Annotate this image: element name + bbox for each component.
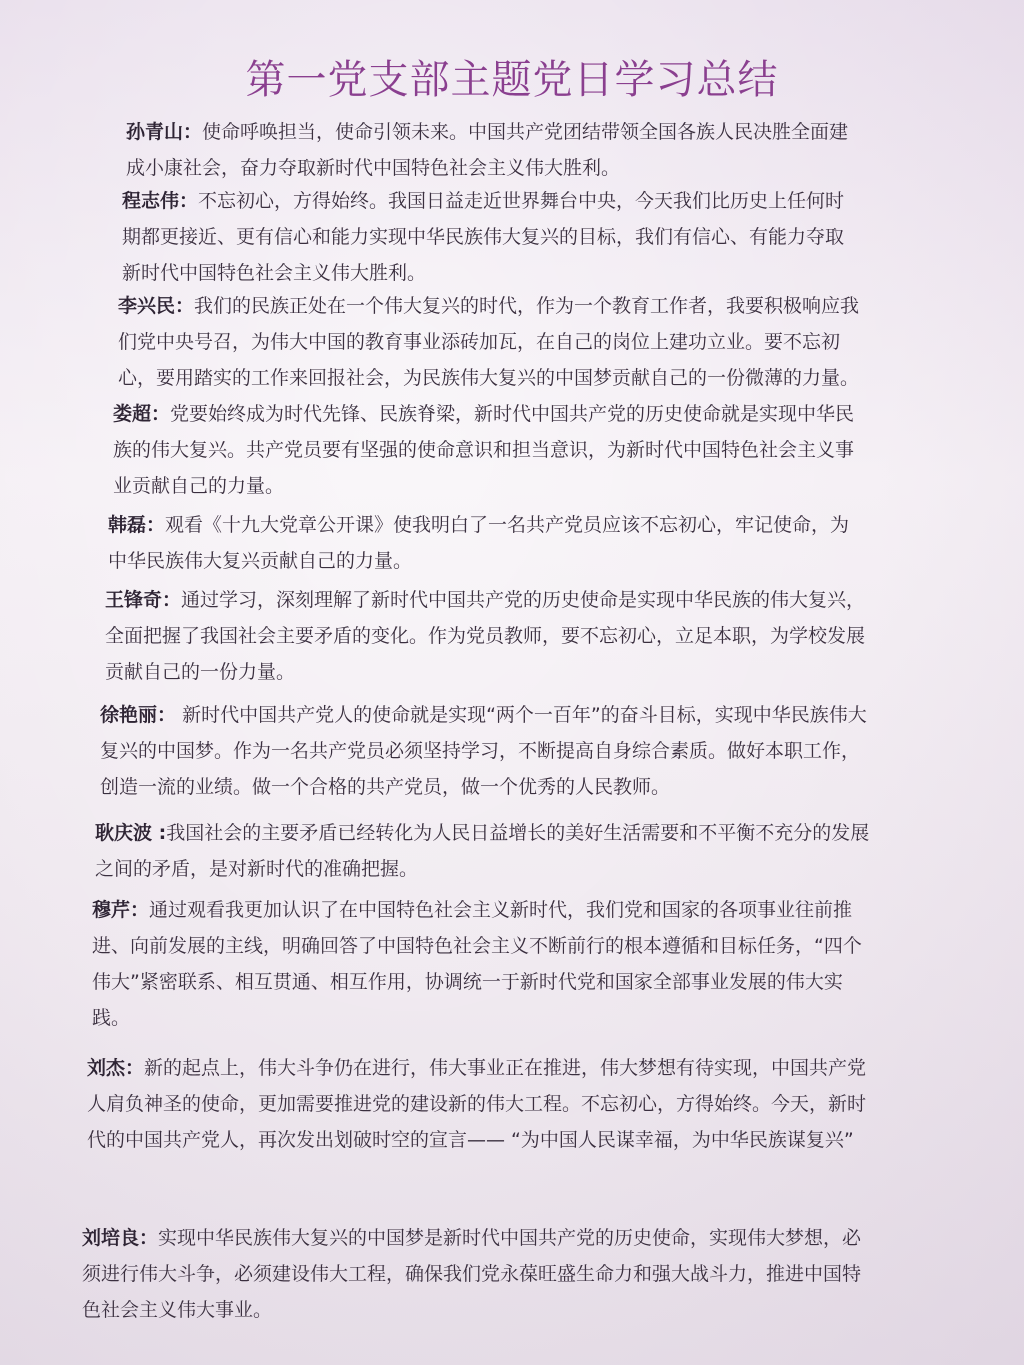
- entry-text: 新的起点上，伟大斗争仍在进行，伟大事业正在推进，伟大梦想有待实现，中国共产党人肩负神圣的使命，更加需要推进党的建设新的伟大工程。不忘初心，方得始终。今天，新时代的中国共产党人，再次发出划破时空的宣言—— “为中国人民谋幸福，为中华民族谋复兴”: [87, 1057, 867, 1151]
- entry-separator: ：: [162, 589, 182, 611]
- entry-separator: ：: [179, 190, 199, 212]
- entry-text: 我们的民族正处在一个伟大复兴的时代，作为一个教育工作者，我要积极响应我们党中央号召，为伟大中国的教育事业添砖加瓦，在自己的岗位上建功立业。要不忘初心，要用踏实的工作来回报社会，为民族伟大复兴的中国梦贡献自己的一份微薄的力量。: [118, 295, 860, 389]
- entry-text: 观看《十九大党章公开课》使我明白了一名共产党员应该不忘初心，牢记使命，为中华民族伟大复兴贡献自己的力量。: [108, 514, 850, 572]
- entry-text: 党要始终成为时代先锋、民族脊梁，新时代中国共产党的历史使命就是实现中华民族的伟大复兴。共产党员要有坚强的使命意识和担当意识，为新时代中国特色社会主义事业贡献自己的力量。: [113, 403, 855, 497]
- entry-text: 新时代中国共产党人的使命就是实现“两个一百年”的奋斗目标，实现中华民族伟大复兴的中国梦。作为一名共产党员必须坚持学习，不断提高自身综合素质。做好本职工作，创造一流的业绩。做一个合格的共产党员，做一个优秀的人民教师。: [100, 704, 867, 798]
- entry-text: 使命呼唤担当，使命引领未来。中国共产党团结带领全国各族人民决胜全面建成小康社会，奋力夺取新时代中国特色社会主义伟大胜利。: [126, 121, 849, 179]
- entry-wang-fengqi: [105, 582, 867, 690]
- entry-geng-qingbo: [95, 815, 870, 887]
- entry-liu-peiliang: [82, 1220, 877, 1328]
- entry-separator: ：: [139, 1227, 159, 1249]
- entry-name: 刘培良: [82, 1227, 140, 1249]
- entry-separator: ：: [175, 295, 195, 317]
- entry-text: 我国社会的主要矛盾已经转化为人民日益增长的美好生活需要和不平衡不充分的发展之间的矛盾，是对新时代的准确把握。: [95, 822, 870, 880]
- entry-name: 李兴民: [118, 295, 176, 317]
- entry-separator: ：: [151, 403, 171, 425]
- document-title: 第一党支部主题党日学习总结: [245, 57, 779, 103]
- entry-separator: ：: [125, 1057, 145, 1079]
- entry-cheng-zhiwei: [122, 183, 862, 291]
- entry-mu-qin: [92, 892, 872, 1036]
- entry-name: 刘杰: [87, 1057, 126, 1079]
- entry-separator: ：: [146, 514, 166, 536]
- entry-name: 娄超: [113, 403, 152, 425]
- entry-name: 徐艳丽: [100, 704, 158, 726]
- entry-text: 不忘初心，方得始终。我国日益走近世界舞台中央，今天我们比历史上任何时期都更接近、更有信心和能力实现中华民族伟大复兴的目标，我们有信心、有能力夺取新时代中国特色社会主义伟大胜利。: [122, 190, 845, 284]
- entry-name: 程志伟: [122, 190, 180, 212]
- entry-name: 韩磊: [108, 514, 147, 536]
- entry-li-xingmin: [118, 288, 863, 396]
- entry-sun-qingshan: [126, 114, 866, 186]
- entry-xu-yanli: [100, 697, 868, 805]
- entry-name: 耿庆波: [95, 822, 153, 844]
- entry-text: 通过学习，深刻理解了新时代中国共产党的历史使命是实现中华民族的伟大复兴，全面把握了我国社会主要矛盾的变化。作为党员教师，要不忘初心，立足本职，为学校发展贡献自己的一份力量。: [105, 589, 866, 683]
- entry-text: 通过观看我更加认识了在中国特色社会主义新时代，我们党和国家的各项事业往前推进、向前发展的主线，明确回答了中国特色社会主义不断前行的根本遵循和目标任务，“四个伟大”紧密联系、相互贯通、相互作用，协调统一于新时代党和国家全部事业发展的伟大实践。: [92, 899, 862, 1029]
- entry-lou-chao: [113, 396, 863, 504]
- entry-liu-jie: [87, 1050, 875, 1158]
- entry-separator: ：: [183, 121, 203, 143]
- entry-separator: ：: [157, 704, 177, 726]
- entry-han-lei: [108, 507, 866, 579]
- entry-separator: :: [152, 822, 167, 844]
- entry-separator: ：: [130, 899, 150, 921]
- entry-name: 王锋奇: [105, 589, 163, 611]
- entry-name: 孙青山: [126, 121, 184, 143]
- entry-name: 穆芹: [92, 899, 131, 921]
- entry-text: 实现中华民族伟大复兴的中国梦是新时代中国共产党的历史使命，实现伟大梦想，必须进行伟大斗争，必须建设伟大工程，确保我们党永葆旺盛生命力和强大战斗力，推进中国特色社会主义伟大事业。: [82, 1227, 862, 1321]
